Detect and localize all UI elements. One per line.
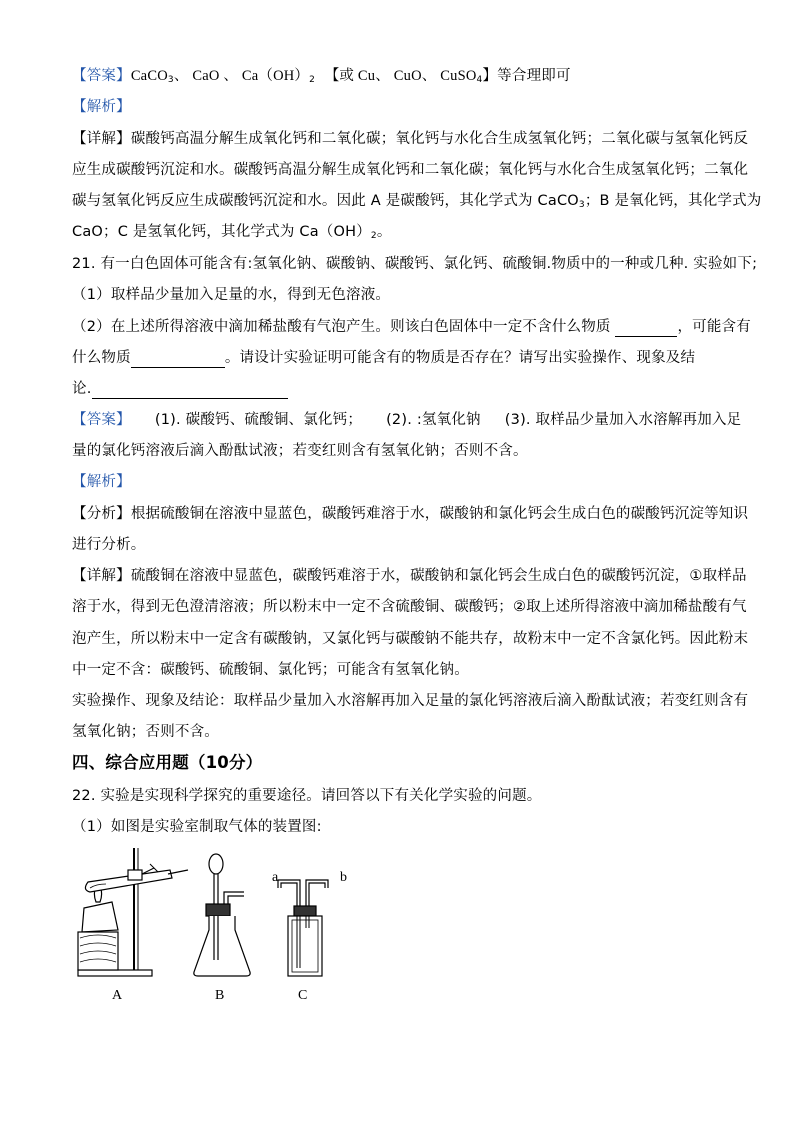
section-heading: 四、综合应用题（10分） (72, 753, 263, 772)
q21-detail-line-4: 中一定不含：碳酸钙、硫酸铜、氯化钙；可能含有氢氧化钠。 (72, 662, 469, 678)
q21-step-2: （2）在上述所得溶液中滴加稀盐酸有气泡产生。则该白色固体中一定不含什么物质 ，可能含有 (72, 316, 724, 337)
answer-blank-1[interactable] (615, 316, 677, 337)
q20-answer-line: 【答案】CaCO$_3$、 CaO 、 $Ca(OH)_2$ 【或 Cu、 CuO、 CuSO$_4$】等合理即可 (72, 68, 571, 85)
q20-analysis-tag: 【解析】 (72, 99, 131, 115)
answer-tag: 【答案】 (72, 68, 131, 84)
label-c: C (298, 988, 308, 1003)
label-b: B (215, 988, 225, 1003)
answer-blank-2[interactable] (131, 347, 225, 368)
q20-detail-line-4: CaO；C 是氢氧化钙，其化学式为 $Ca(OH)_2$。 (72, 224, 392, 241)
q21-step-2-cont: 什么物质 。请设计实验证明可能含有的物质是否存在？请写出实验操作、现象及结 (72, 347, 724, 368)
q22-stem: 22. 实验是实现科学探究的重要途径。请回答以下有关化学实验的问题。 (72, 788, 542, 804)
q21-answer-line-2: 量的氯化钙溶液后滴入酚酞试液；若变红则含有氢氧化钠；否则不含。 (72, 443, 528, 459)
apparatus-a (78, 848, 188, 976)
q22-part-1: （1）如图是实验室制取气体的装置图: (72, 819, 322, 835)
q21-step-1: （1）取样品少量加入足量的水，得到无色溶液。 (72, 287, 391, 303)
q21-detail-line-1: 【详解】硫酸铜在溶液中显蓝色，碳酸钙难溶于水，碳酸钠和氯化钙会生成白色的碳酸钙沉淀，①取样品 (72, 568, 747, 584)
answer-alt: 【或 Cu、 CuO、 CuSO (324, 68, 477, 84)
apparatus-c (278, 880, 328, 976)
q21-experiment-line-2: 氢氧化钠；否则不含。 (72, 724, 219, 740)
q21-detail-line-2: 溶于水，得到无色澄清溶液；所以粉末中一定不含硫酸铜、碳酸钙；②取上述所得溶液中滴加稀盐酸有气 (72, 599, 747, 615)
q21-step-2-end: 论. (72, 378, 724, 399)
answer-formula-2: 、 CaO 、 Ca（OH） (173, 68, 310, 84)
label-a: A (112, 988, 123, 1003)
q21-detail-line-3: 泡产生，所以粉末中一定含有碳酸钠，又氯化钙与碳酸钠不能共存，故粉末中一定不含氯化钙。因此粉末 (72, 631, 749, 647)
port-b-label: b (340, 870, 347, 885)
q21-answer-line-1: 【答案】 (1). 碳酸钙、硫酸铜、氯化钙； (2). :氢氧化钠 (3). 取样品少量加入水溶解再加入足 (72, 412, 742, 428)
answer-blank-3[interactable] (92, 378, 288, 399)
port-a-label: a (272, 870, 279, 885)
q20-detail-line-1: 【详解】碳酸钙高温分解生成氧化钙和二氧化碳；氧化钙与水化合生成氢氧化钙；二氧化碳与氢氧化钙反 (72, 131, 749, 147)
q21-fenxi-line-1: 【分析】根据硫酸铜在溶液中显蓝色，碳酸钙难溶于水，碳酸钠和氯化钙会生成白色的碳酸钙沉淀等知识 (72, 506, 749, 522)
q21-fenxi-line-2: 进行分析。 (72, 537, 146, 553)
answer-alt-end: 】等合理即可 (482, 68, 571, 84)
answer-tag: 【答案】 (72, 412, 131, 428)
q21-analysis-tag: 【解析】 (72, 474, 131, 490)
answer-formula-1: CaCO (130, 68, 168, 84)
apparatus-b (194, 854, 250, 976)
q21-experiment-line-1: 实验操作、现象及结论：取样品少量加入水溶解再加入足量的氯化钙溶液后滴入酚酞试液；若变红则含有 (72, 693, 749, 709)
apparatus-figure (72, 840, 362, 1019)
q21-stem: 21. 有一白色固体可能含有:氢氧化钠、碳酸钠、碳酸钙、氯化钙、硫酸铜.物质中的一种或几种. 实验如下; (72, 256, 758, 272)
q20-detail-line-2: 应生成碳酸钙沉淀和水。碳酸钙高温分解生成氧化钙和二氧化碳；氧化钙与水化合生成氢氧化钙；二氧化 (72, 162, 749, 178)
q20-detail-line-3: 碳与氢氧化钙反应生成碳酸钙沉淀和水。因此 A 是碳酸钙，其化学式为 CaCO$_3$；B 是氧化钙，其化学式为 (72, 193, 762, 210)
